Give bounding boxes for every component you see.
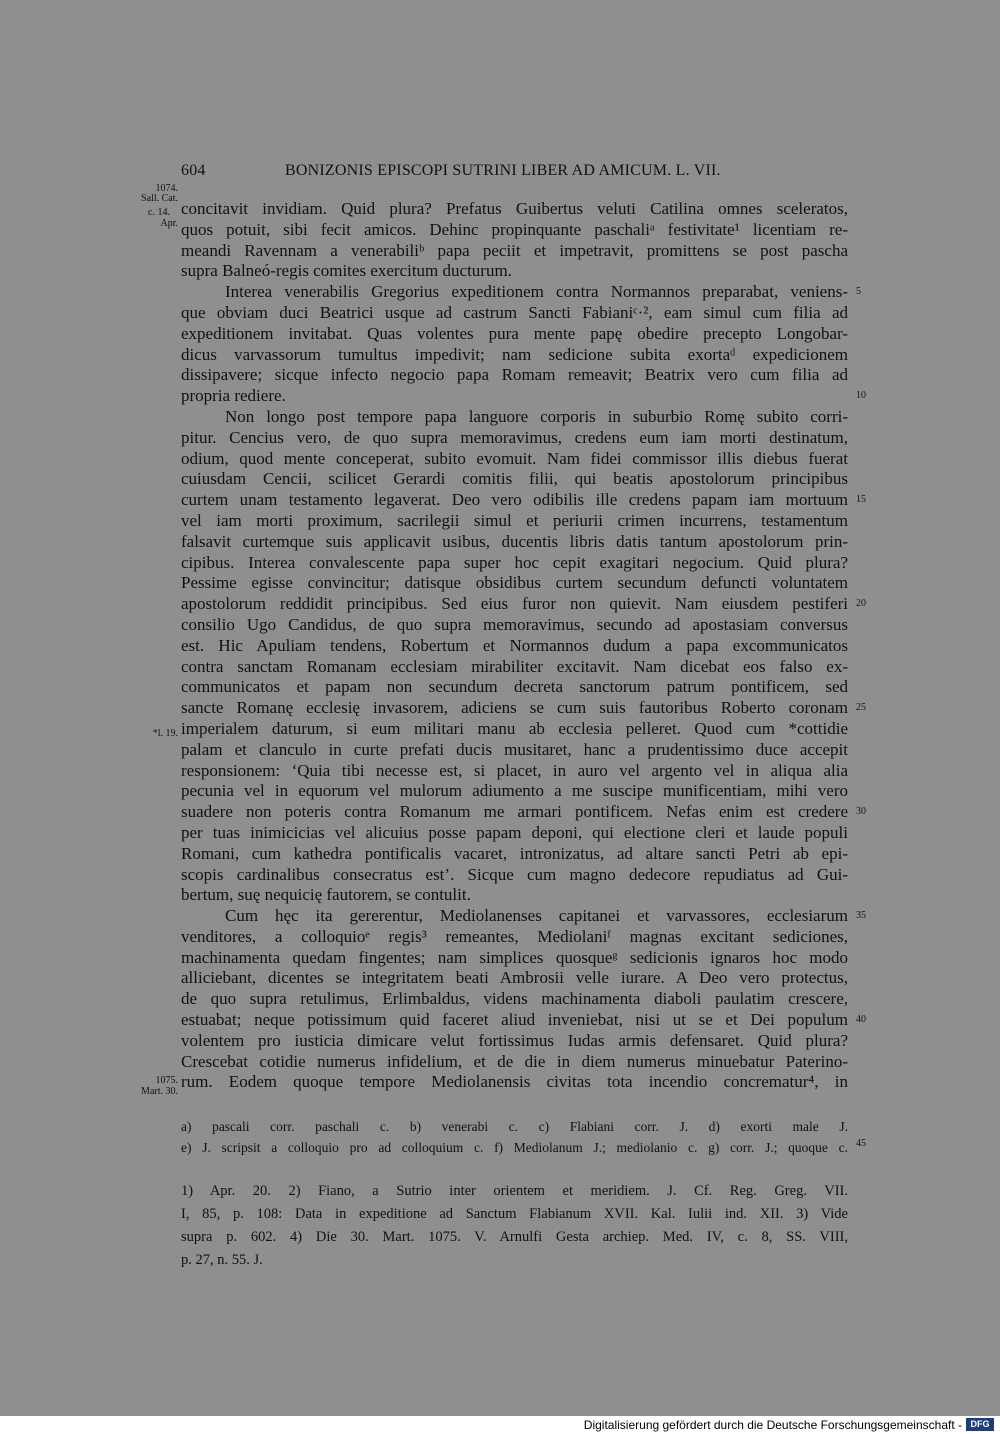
text-line: sancte Romanę ecclesię invasorem, adiciens se cum suis fautoribus Roberto coronam [181, 698, 848, 718]
text-line: expeditionem invitabat. Quas volentes pura mente papę obedire precepto Longobar- [181, 323, 848, 343]
text-line: suadere non poteris contra Romanum me armari pontificem. Nefas enim est credere [181, 802, 848, 822]
dfg-logo-icon: DFG [966, 1418, 994, 1431]
critical-apparatus [181, 1116, 848, 1158]
text-line: Interea venerabilis Gregorius expeditionem contra Normannos preparabat, veniens- [225, 282, 848, 302]
line-number: 35 [856, 910, 866, 921]
margin-note-year-1075: 1075. [155, 1075, 178, 1086]
page-header [181, 162, 848, 184]
page-number: 604 [181, 162, 206, 179]
line-number: 45 [856, 1138, 866, 1149]
text-line: cuiusdam Cencii, scilicet Gerardi comitis filii, qui beatis apostolorum principibus [181, 469, 848, 489]
text-line: Pessime egisse convincitur; datisque obsidibus curtem secundum defuncti voluntatem [181, 573, 848, 593]
text-line: odium, quod mente conceperat, subito evomuit. Nam fidei commissor illis diebus fuerat [181, 448, 848, 468]
text-line: que obviam duci Beatrici usque ad castrum Sancti Fabianiᶜ·², eam simul cum filia ad [181, 302, 848, 322]
line-number: 5 [856, 286, 861, 297]
text-line: dicus varvassorum tumultus impedivit; nam sedicione subita exortaᵈ expedicionem [181, 344, 848, 364]
text-line: de quo supra retulimus, Erlimbaldus, videns machinamenta diaboli paulatim crescere, [181, 989, 848, 1009]
text-line: Cum hęc ita gererentur, Mediolanenses capitanei et varvassores, ecclesiarum [225, 906, 848, 926]
footnote-line: I, 85, p. 108: Data in expeditione ad Sanctum Flabianum XVII. Kal. Iulii ind. XII. 3) Vide [181, 1206, 848, 1222]
line-number: 10 [856, 390, 866, 401]
margin-note-folio: *l. 19. [152, 728, 178, 739]
text-line: curtem unam testamento legaverat. Deo vero odibilis ille credens papam iam mortuum [181, 490, 848, 510]
text-line: concitavit invidiam. Quid plura? Prefatus Guibertus veluti Catilina omnes sceleratos, [181, 199, 848, 218]
line-number: 40 [856, 1014, 866, 1025]
margin-note-year: 1074. [155, 183, 178, 194]
text-line: dissipavere; sicque infecto negocio papa Romam remeavit; Beatrix vero cum filia ad [181, 365, 848, 385]
text-line: Romani, cum kathedra pontificalis vacaret, intronizatus, ad altare sancti Petri ab epi- [181, 843, 848, 863]
text-line: machinamenta quedam fingentes; nam simplices quosqueᵍ sedicionis ignaros hoc modo [181, 947, 848, 967]
digitization-footer [0, 1416, 1000, 1434]
footnote-line: 1) Apr. 20. 2) Fiano, a Sutrio inter orientem et meridiem. J. Cf. Reg. Greg. VII. [181, 1183, 848, 1199]
text-line: pitur. Cencius vero, de quo supra memoravimus, credens eum iam morti destinatum, [181, 427, 848, 447]
text-line: alliciebant, dicentes se integritatem beati Ambrosii velle iurare. A Deo vero protectus, [181, 968, 848, 988]
text-line: communicatos et papam non secundum decreta sanctorum patrum pontificem, sed [181, 677, 848, 697]
text-line: propria rediere. [181, 386, 286, 406]
text-line: scopis cardinalibus consecratus est’. Sicque cum magno dedecore repudiatus ad Gui- [181, 864, 848, 884]
text-line: volentem pro iusticia dimicare velut fortissimus Iudas armis defensaret. Quid plura? [181, 1030, 848, 1050]
text-line: est. Hic Apuliam tendens, Robertum et Normannos dudum a papa excommunicatos [181, 635, 848, 655]
line-number: 20 [856, 598, 866, 609]
text-line: apostolorum reddidit principibus. Sed eius furor non quievit. Nam eiusdem pestiferi [181, 594, 848, 614]
text-line: imperialem daturum, si eum militari manu ab ecclesia pelleret. Quod cum *cottidie [181, 718, 848, 738]
text-line: estuabat; neque potissimum quid faceret aliud inveniebat, nisi ut se et Dei populum [181, 1010, 848, 1030]
apparatus-line: a) pascali corr. paschali c. b) venerabi c. c) Flabiani corr. J. d) exorti male J. [181, 1119, 848, 1134]
text-line: consilio Ugo Candidus, de quo supra memoravimus, secundo ad apostasiam conversus [181, 614, 848, 634]
text-line: rum. Eodem quoque tempore Mediolanensis civitas tota incendio concrematur⁴, in [181, 1072, 848, 1092]
text-line: responsionem: ‘Quia tibi necesse est, si placet, in auro vel argento vel in aliqua alia [181, 760, 848, 780]
text-line: contra sanctam Romanam ecclesiam mirabiliter excitavit. Nam dicebat eos falso ex- [181, 656, 848, 676]
text-line: bertum, suę nequicię fautorem, se contulit. [181, 885, 471, 905]
text-line: Non longo post tempore papa languore corporis in suburbio Romę subito corri- [225, 406, 848, 426]
text-line: pecunia vel in equorum vel mulorum adiumento a me suscipe munificentiam, mihi vero [181, 781, 848, 801]
text-line: quos potuit, sibi fecit amicos. Dehinc propinquante paschaliᵃ festivitate¹ licentiam re- [181, 219, 848, 239]
main-text [181, 199, 848, 1093]
text-line: meandi Ravennam a venerabiliᵇ papa peciit et impetravit, promittens se post pascha [181, 240, 848, 260]
footnotes [181, 1180, 848, 1272]
text-line: vel iam morti proximum, sacrilegii simul et periurii crimen incurrens, testamentum [181, 510, 848, 530]
margin-note-date: Mart. 30. [141, 1086, 178, 1097]
text-line: per tuas inimicicias vel alicuius posse papam deponi, qui electione cleri et laude populi [181, 822, 848, 842]
text-line: falsavit curtemque suis applicavit usibus, ducentis libris datis tantum apostolorum prin- [181, 531, 848, 551]
running-title: BONIZONIS EPISCOPI SUTRINI LIBER AD AMICUM. L. VII. [285, 162, 721, 179]
margin-note-chapter: c. 14. [148, 207, 170, 218]
footnote-line: supra p. 602. 4) Die 30. Mart. 1075. V. Arnulfi Gesta archiep. Med. IV, c. 8, SS. VIII, [181, 1229, 848, 1245]
line-number: 25 [856, 702, 866, 713]
margin-note-source: Sall. Cat. [141, 193, 178, 204]
line-number: 30 [856, 806, 866, 817]
text-line: venditores, a colloquioᵉ regis³ remeantes, Mediolaniᶠ magnas excitant sediciones, [181, 926, 848, 946]
margin-note-month: Apr. [160, 218, 178, 229]
text-line: cipibus. Interea convalescente papa super hoc cepit exagitari negocium. Quid plura? [181, 552, 848, 572]
text-line: palam et clanculo in curte prefati ducis musitaret, hanc a prudentissimo duce accepit [181, 739, 848, 759]
footnote-line: p. 27, n. 55. J. [181, 1252, 263, 1268]
line-number: 15 [856, 494, 866, 505]
text-line: supra Balneó-regis comites exercitum ducturum. [181, 261, 512, 281]
funding-notice: Digitalisierung gefördert durch die Deutsche Forschungsgemeinschaft - [583, 1418, 962, 1432]
text-line: Crescebat cotidie numerus infidelium, et de die in diem numerus minuebatur Paterino- [181, 1051, 848, 1071]
apparatus-line: e) J. scripsit a colloquio pro ad colloquium c. f) Mediolanum J.; mediolanio c. g) corr. J.; quoque c. [181, 1140, 848, 1155]
